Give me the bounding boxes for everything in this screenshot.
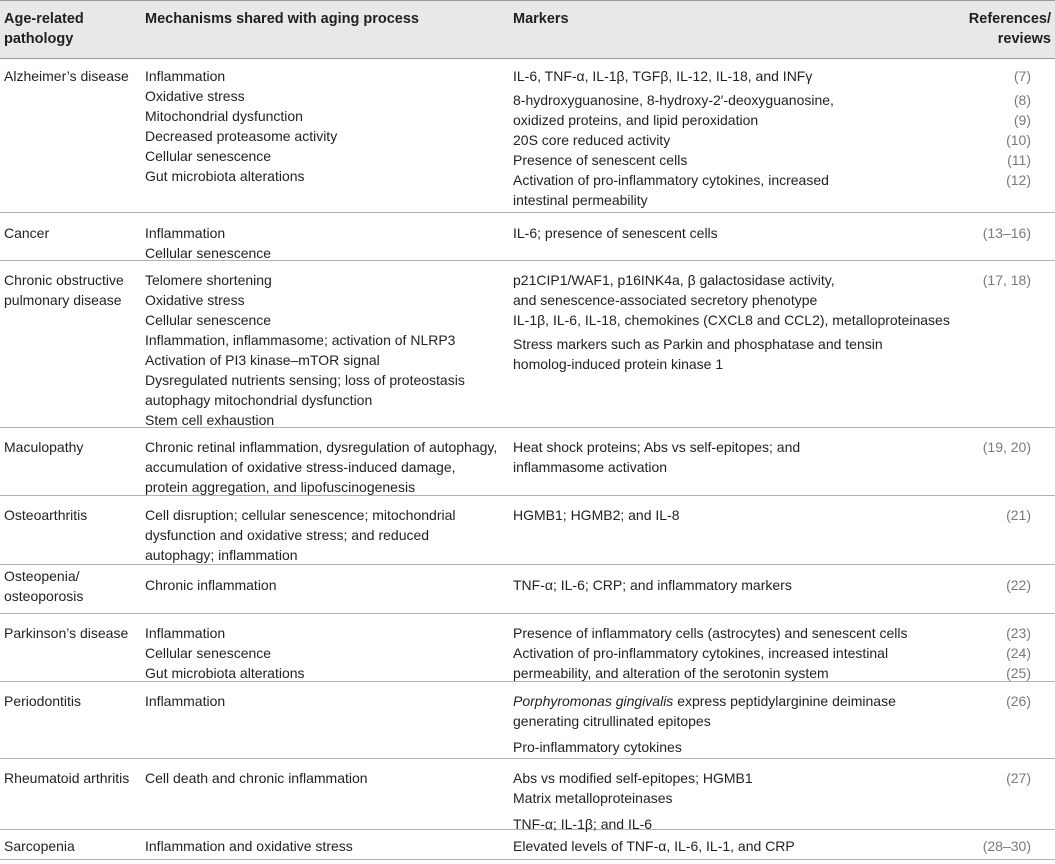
references-cell: [983, 270, 1031, 290]
mechanisms-cell-line: autophagy mitochondrial dysfunction: [145, 392, 373, 408]
pathology-cell: [4, 566, 83, 606]
markers-cell: [513, 223, 718, 243]
markers-cell-line: and senescence-associated secretory phenotype: [513, 292, 818, 308]
references-cell: [1006, 505, 1031, 525]
markers-cell: [513, 270, 950, 374]
mechanisms-cell-line: Gut microbiota alterations: [145, 168, 305, 184]
references-cell-line: (13–16): [982, 225, 1031, 241]
mechanisms-cell-line: Inflammation: [145, 225, 226, 241]
references-cell: [983, 437, 1031, 457]
mechanisms-cell-line: Gut microbiota alterations: [145, 665, 305, 681]
references-cell-line: (27): [1006, 770, 1031, 786]
pathology-cell-line: Chronic obstructive: [4, 272, 124, 288]
pathology-cell: [4, 505, 87, 525]
references-cell: [1006, 691, 1031, 711]
mechanisms-cell-line: Cell disruption; cellular senescence; mitochondrial: [145, 507, 456, 523]
pathology-cell-line: Periodontitis: [4, 693, 82, 709]
mechanisms-cell-line: Dysregulated nutrients sensing; loss of proteostasis: [145, 372, 465, 388]
markers-cell-line: HGMB1; HGMB2; and IL-8: [513, 507, 680, 523]
table-row: [0, 830, 1055, 860]
references-cell-line: (28–30): [982, 838, 1031, 854]
mechanisms-cell-line: Chronic retinal inflammation, dysregulation of autophagy,: [145, 439, 498, 455]
markers-cell-line: Matrix metalloproteinases: [513, 790, 673, 806]
markers-cell-line: TNF-α; IL-1β; and IL-6: [513, 816, 653, 832]
markers-cell-line: Heat shock proteins; Abs vs self-epitopes; and: [513, 439, 801, 455]
header-references-line: References/: [968, 11, 1051, 27]
markers-cell: [513, 623, 908, 683]
references-cell-line: (26): [1006, 693, 1031, 709]
mechanisms-cell-line: accumulation of oxidative stress-induced damage,: [145, 459, 456, 475]
mechanisms-cell-line: Stem cell exhaustion: [145, 412, 275, 428]
markers-cell-line: Presence of inflammatory cells (astrocytes) and senescent cells: [513, 625, 908, 641]
pathology-cell-line: Sarcopenia: [4, 838, 75, 854]
references-cell: [1006, 623, 1031, 683]
pathology-cell-line: Osteopenia/: [4, 568, 80, 584]
pathology-cell: [4, 691, 81, 711]
mechanisms-cell: [145, 505, 456, 565]
mechanisms-cell-line: Inflammation: [145, 625, 226, 641]
markers-cell: [513, 505, 680, 525]
references-cell-line: (12): [1006, 172, 1031, 188]
markers-cell-line: 20S core reduced activity: [513, 132, 671, 148]
mechanisms-cell: [145, 437, 497, 497]
markers-cell-line: Presence of senescent cells: [513, 152, 688, 168]
mechanisms-cell: [145, 270, 465, 430]
references-cell-line: (7): [1013, 68, 1031, 84]
pathology-cell: [4, 270, 124, 310]
mechanisms-cell-line: Oxidative stress: [145, 292, 245, 308]
table-row: [0, 614, 1055, 682]
markers-cell: [513, 437, 800, 477]
references-cell: [1006, 66, 1031, 190]
header-pathology-line: Age-related: [4, 11, 84, 27]
markers-cell-line: [513, 691, 896, 711]
pathology-cell-line: Alzheimer’s disease: [4, 68, 129, 84]
pathology-cell-line: Maculopathy: [4, 439, 84, 455]
species-name: Porphyromonas gingivalis: [513, 693, 674, 709]
mechanisms-cell-line: autophagy; inflammation: [145, 547, 298, 563]
pathology-cell-line: pulmonary disease: [4, 292, 122, 308]
markers-cell-line: IL-1β, IL-6, IL-18, chemokines (CXCL8 and CCL2), metalloproteinases: [513, 312, 950, 328]
mechanisms-cell: [145, 836, 353, 856]
references-cell-line: (10): [1006, 132, 1031, 148]
markers-cell-line: permeability, and alteration of the serotonin system: [513, 665, 829, 681]
references-cell-line: (19, 20): [982, 439, 1031, 455]
pathology-cell: [4, 437, 83, 457]
markers-cell: [513, 836, 795, 856]
markers-cell-line: p21CIP1/WAF1, p16INK4a, β galactosidase activity,: [513, 272, 835, 288]
table-row: [0, 496, 1055, 565]
references-cell: [983, 836, 1031, 856]
markers-cell-line: oxidized proteins, and lipid peroxidation: [513, 112, 759, 128]
pathology-cell: [4, 223, 49, 243]
pathology-cell: [4, 768, 129, 788]
mechanisms-cell-line: Cellular senescence: [145, 312, 272, 328]
table-row: [0, 57, 1055, 213]
table-row: [0, 682, 1055, 759]
mechanisms-cell-line: Decreased proteasome activity: [145, 128, 338, 144]
markers-cell-line: Pro-inflammatory cytokines: [513, 739, 682, 755]
markers-cell-line: Elevated levels of TNF-α, IL-6, IL-1, and CRP: [513, 838, 795, 854]
mechanisms-cell-line: Inflammation, inflammasome; activation of NLRP3: [145, 332, 456, 348]
table-row: [0, 565, 1055, 614]
mechanisms-cell-line: Cellular senescence: [145, 148, 272, 164]
references-cell-line: (11): [1007, 152, 1031, 168]
markers-cell-line: 8-hydroxyguanosine, 8-hydroxy-2′-deoxyguanosine,: [513, 92, 834, 108]
markers-cell-line: Activation of pro-inflammatory cytokines, increased: [513, 172, 829, 188]
references-cell-line: (8): [1013, 92, 1031, 108]
references-cell-line: (22): [1006, 577, 1031, 593]
header-pathology: [4, 9, 84, 49]
references-cell-line: (23): [1006, 625, 1031, 641]
header-references-line: reviews: [997, 31, 1051, 47]
references-cell: [1006, 768, 1031, 788]
mechanisms-cell-line: Inflammation and oxidative stress: [145, 838, 353, 854]
mechanisms-cell-line: Inflammation: [145, 68, 226, 84]
mechanisms-cell-line: Oxidative stress: [145, 88, 245, 104]
mechanisms-cell: [145, 223, 271, 263]
references-cell: [983, 223, 1031, 243]
mechanisms-cell-line: Cellular senescence: [145, 245, 272, 261]
markers-cell-line: IL-6, TNF-α, IL-1β, TGFβ, IL-12, IL-18, and INFγ: [513, 68, 813, 84]
table-row: [0, 213, 1055, 261]
pathology-cell-line: Cancer: [4, 225, 50, 241]
mechanisms-cell-line: Cell death and chronic inflammation: [145, 770, 368, 786]
pathology-cell: [4, 66, 129, 86]
markers-cell: [513, 66, 834, 210]
mechanisms-cell-line: Activation of PI3 kinase–mTOR signal: [145, 352, 380, 368]
mechanisms-cell-line: Cellular senescence: [145, 645, 272, 661]
markers-cell-line: Stress markers such as Parkin and phosphatase and tensin: [513, 336, 883, 352]
markers-cell-line: Activation of pro-inflammatory cytokines, increased intestinal: [513, 645, 889, 661]
header-mechanisms: Mechanisms shared with aging process: [145, 11, 419, 27]
table-row: [0, 428, 1055, 496]
header-pathology-line: pathology: [4, 31, 74, 47]
markers-cell-line: IL-6; presence of senescent cells: [513, 225, 718, 241]
references-cell-line: (25): [1006, 665, 1031, 681]
marker-text: express peptidylarginine deiminase: [673, 693, 896, 709]
markers-cell: [513, 691, 896, 757]
mechanisms-cell-line: protein aggregation, and lipofuscinogenesis: [145, 479, 416, 495]
references-cell-line: (9): [1013, 112, 1031, 128]
pathology-cell-line: osteoporosis: [4, 588, 84, 604]
mechanisms-cell: [145, 623, 305, 683]
markers-cell-line: homolog-induced protein kinase 1: [513, 356, 724, 372]
mechanisms-cell: [145, 575, 277, 595]
mechanisms-cell: [145, 691, 225, 711]
markers-cell-line: TNF-α; IL-6; CRP; and inflammatory markers: [513, 577, 792, 593]
references-cell-line: (24): [1006, 645, 1031, 661]
markers-cell: [513, 575, 792, 595]
table-header: [0, 0, 1055, 59]
mechanisms-cell-line: Inflammation: [145, 693, 226, 709]
table-row: [0, 261, 1055, 428]
mechanisms-cell-line: Chronic inflammation: [145, 577, 277, 593]
pathology-cell: [4, 836, 75, 856]
references-cell-line: (21): [1006, 507, 1031, 523]
mechanisms-cell-line: Telomere shortening: [145, 272, 272, 288]
markers-cell-line: generating citrullinated epitopes: [513, 713, 711, 729]
markers-cell-line: intestinal permeability: [513, 192, 648, 208]
pathology-cell-line: Rheumatoid arthritis: [4, 770, 130, 786]
markers-cell-line: inflammasome activation: [513, 459, 668, 475]
mechanisms-cell-line: Mitochondrial dysfunction: [145, 108, 303, 124]
markers-cell: [513, 768, 753, 834]
markers-cell-line: Abs vs modified self-epitopes; HGMB1: [513, 770, 753, 786]
pathology-cell-line: Parkinson’s disease: [4, 625, 129, 641]
pathology-cell: [4, 623, 128, 643]
pathology-cell-line: Osteoarthritis: [4, 507, 88, 523]
table-row: [0, 759, 1055, 830]
header-markers: Markers: [513, 11, 569, 27]
header-references: [969, 9, 1051, 49]
mechanisms-cell-line: dysfunction and oxidative stress; and reduced: [145, 527, 430, 543]
references-cell-line: (17, 18): [982, 272, 1031, 288]
mechanisms-cell: [145, 768, 368, 788]
mechanisms-cell: [145, 66, 337, 186]
references-cell: [1006, 575, 1031, 595]
